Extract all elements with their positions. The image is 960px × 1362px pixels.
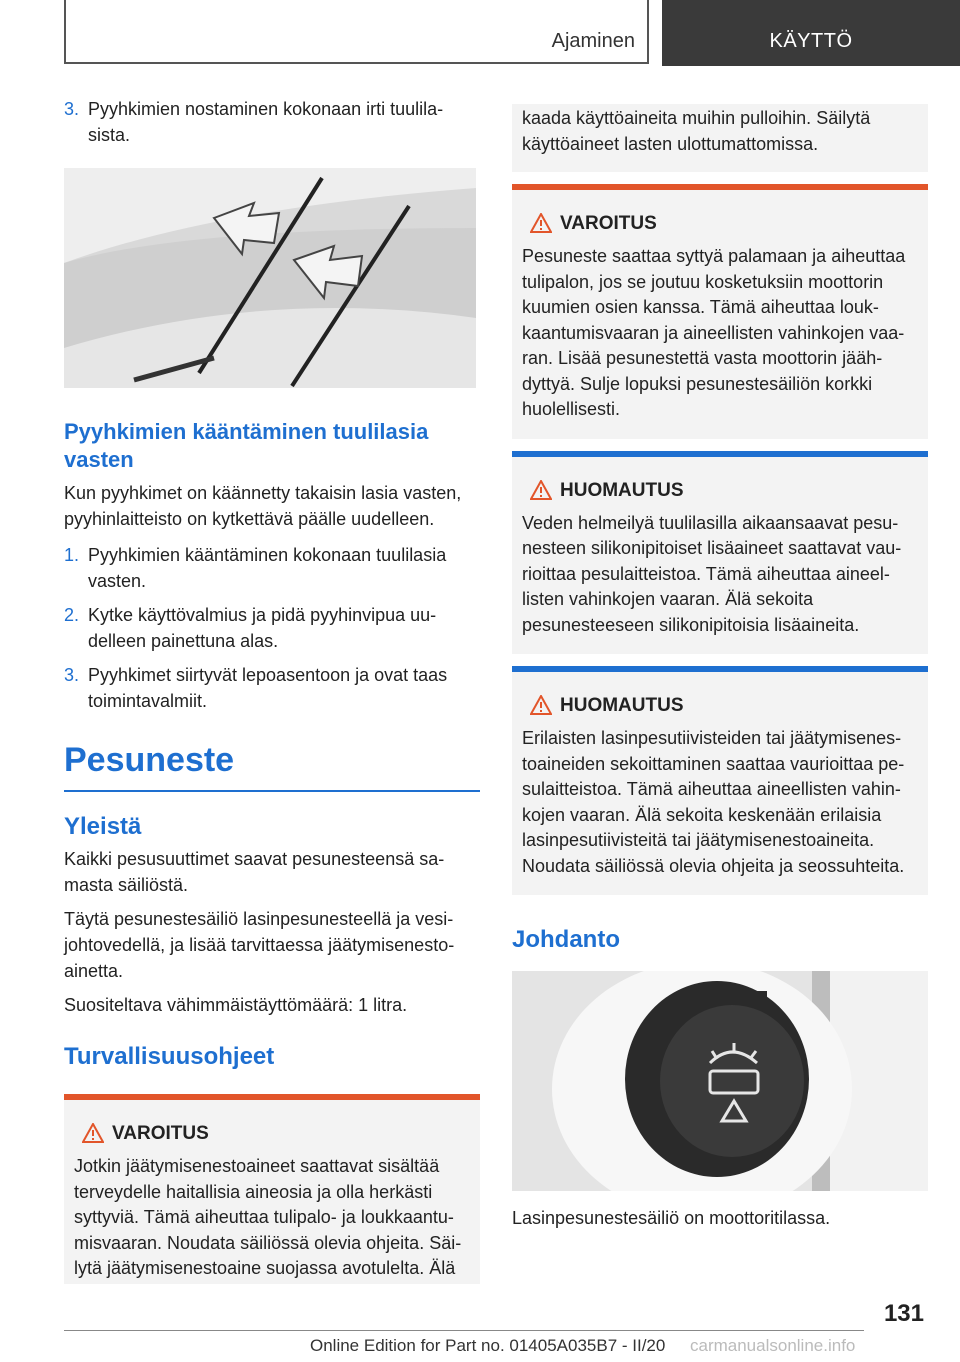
step-number: 3. bbox=[64, 665, 80, 685]
notice-title-text: HUOMAUTUS bbox=[560, 479, 684, 501]
wiper-raised-image bbox=[64, 168, 476, 388]
header-chapter-title: KÄYTTÖ bbox=[769, 30, 853, 52]
notice-title-text: HUOMAUTUS bbox=[560, 695, 684, 716]
notice-title bbox=[522, 479, 918, 503]
general-text-2: Täytä pesunestesäiliö lasinpesunesteellä ja vesi‐johtovedellä, ja lisää tarvittaessa jäätymisenesto‐ainetta. bbox=[64, 909, 455, 981]
step-text: Kytke käyttövalmius ja pidä pyyhinvipua uu‐delleen painettuna alas. bbox=[88, 605, 437, 651]
step-text: Pyyhkimien nostaminen kokonaan irti tuulila‐sista. bbox=[88, 99, 444, 145]
right-column bbox=[512, 104, 928, 1231]
warning-text-continued: kaada käyttöaineita muihin pulloihin. Säilytä käyttöaineet lasten ulottumattomissa. bbox=[522, 108, 871, 154]
warning-triangle-icon bbox=[530, 480, 552, 500]
heading-rule bbox=[64, 790, 480, 792]
image-caption: Lasinpesunestesäiliö on moottoritilassa. bbox=[512, 1208, 831, 1228]
step-number: 1. bbox=[64, 545, 80, 565]
warning-triangle-icon bbox=[530, 213, 552, 233]
footer-edition: Online Edition for Part no. 01405A035B7 - II/20 bbox=[310, 1336, 666, 1355]
step-text: Pyyhkimien kääntäminen kokonaan tuulilasia vasten. bbox=[88, 545, 447, 591]
warning-bar bbox=[512, 184, 928, 190]
warning-box-continued bbox=[512, 104, 928, 172]
turn-steps-list bbox=[64, 542, 480, 714]
notice-title bbox=[522, 694, 918, 718]
warning-box bbox=[512, 184, 928, 439]
footer-watermark: carmanualsonline.info bbox=[690, 1336, 856, 1355]
notice-bar bbox=[512, 451, 928, 457]
header-section-title: Ajaminen bbox=[551, 30, 635, 52]
warning-text: Jotkin jäätymisenestoaineet saattavat sisältää terveydelle haitallisia aineosia ja olla herkästi syttyviä. Tämä aiheuttaa tulipalo- ja loukkaantu‐misvaaran. Noudata säiliössä olevia ohjeita. Säi‐lytä jäätymisenestoaine suojassa avotulelta. Älä bbox=[74, 1156, 462, 1278]
heading-safety: Turvallisuusohjeet bbox=[64, 1043, 275, 1070]
warning-title bbox=[74, 1122, 470, 1146]
notice-box bbox=[512, 666, 928, 895]
notice-box bbox=[512, 451, 928, 655]
reservoir-cap-image bbox=[512, 971, 928, 1191]
warning-triangle-icon bbox=[530, 695, 552, 715]
wiper-illustration bbox=[64, 168, 476, 388]
step-item bbox=[64, 602, 480, 654]
heading-introduction: Johdanto bbox=[512, 926, 620, 953]
warning-title bbox=[522, 212, 918, 236]
notice-text: Erilaisten lasinpesutiivisteiden tai jäätymisenes‐toaineiden sekoittaminen saattaa vaurioittaa pe‐sulaitteistoa. Tämä aiheuttaa aineellisten vahin‐kojen vaaran. Älä sekoita keskenään erilaisia lasinpesutiivisteitä tai jäätymisenestoaineita. Noudata säiliössä olevia ohjeita ja seossuhteita. bbox=[522, 728, 905, 876]
warning-triangle-icon bbox=[82, 1123, 104, 1143]
header-chapter-tab bbox=[662, 0, 960, 66]
general-text-3: Suositeltava vähimmäistäyttömäärä: 1 litra. bbox=[64, 995, 408, 1015]
left-column bbox=[64, 96, 480, 1284]
footer-rule bbox=[64, 1330, 864, 1331]
general-text-1: Kaikki pesusuuttimet saavat pesunesteensä sa‐masta säiliöstä. bbox=[64, 849, 445, 895]
warning-box bbox=[64, 1094, 480, 1284]
step-text: Pyyhkimet siirtyvät lepoasentoon ja ovat taas toimintavalmiit. bbox=[88, 665, 448, 711]
step-number: 2. bbox=[64, 605, 80, 625]
page-number: 131 bbox=[883, 1300, 924, 1327]
notice-bar bbox=[512, 666, 928, 672]
header-section-tab bbox=[64, 0, 649, 64]
step-item bbox=[64, 542, 480, 594]
notice-text: Veden helmeilyä tuulilasilla aikaansaavat pesu‐nesteen silikonipitoiset lisäaineet saattavat vau‐rioittaa pesulaitteistoa. Tämä aiheuttaa aineel‐listen vahinkojen vaaran. Älä sekoita pesunesteeseen silikonipitoisia lisäaineita. bbox=[522, 512, 902, 635]
step-number: 3. bbox=[64, 99, 80, 119]
reservoir-cap-illustration bbox=[512, 971, 928, 1191]
step-item bbox=[64, 662, 480, 714]
heading-turn-wipers: Pyyhkimien kääntäminen tuulilasia vasten bbox=[64, 419, 429, 472]
warning-title-text: VAROITUS bbox=[560, 213, 657, 234]
heading-general: Yleistä bbox=[64, 813, 142, 840]
heading-washer-fluid: Pesuneste bbox=[64, 741, 235, 779]
step-item bbox=[64, 96, 480, 148]
warning-title-text: VAROITUS bbox=[112, 1123, 209, 1144]
warning-text: Pesuneste saattaa syttyä palamaan ja aiheuttaa tulipalon, jos se joutuu kosketuksiin moottorin kuumien osien kanssa. Tämä aiheuttaa louk‐kaantumisvaaran ja aineellisten vahinkojen vaa‐ran. Lisää pesunestettä vasta moottorin jääh‐dyttyä. Sulje lopuksi pesunestesäiliön korkki huolellisesti. bbox=[522, 246, 906, 419]
turn-intro-text: Kun pyyhkimet on käännetty takaisin lasia vasten, pyyhinlaitteisto on kytkettävä päälle uudelleen. bbox=[64, 483, 462, 529]
warning-bar bbox=[64, 1094, 480, 1100]
